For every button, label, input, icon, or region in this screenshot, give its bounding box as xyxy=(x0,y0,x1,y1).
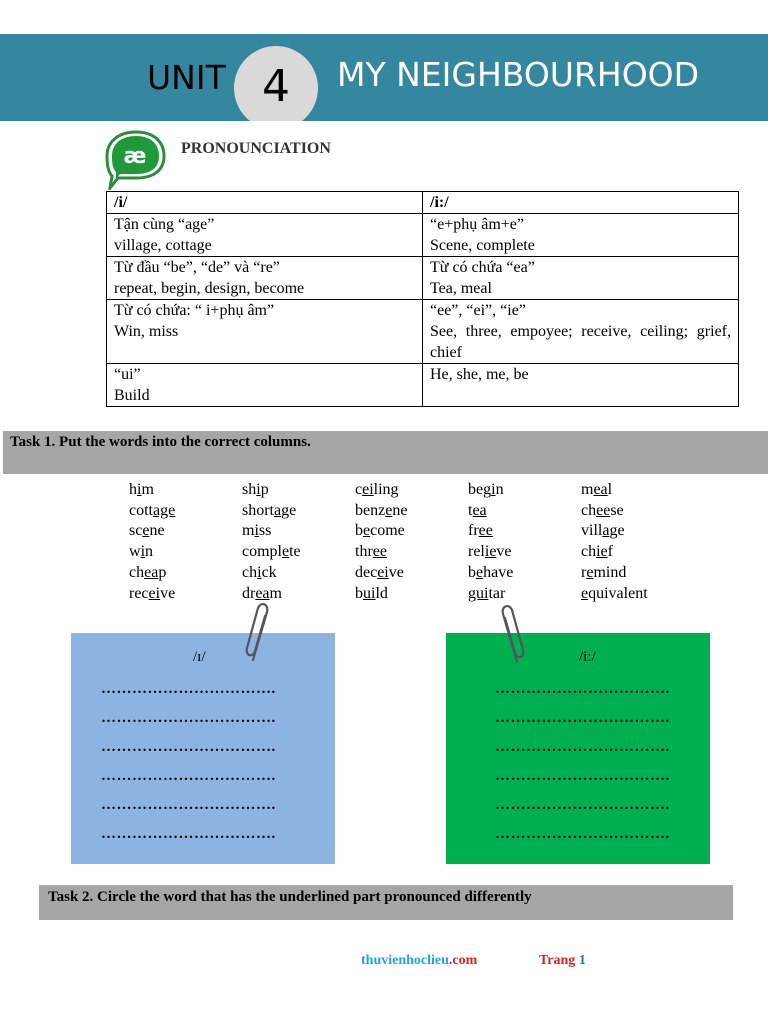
table-cell: Từ đầu “be”, “de” và “re” repeat, begin, design, become xyxy=(107,257,423,300)
word-item: ceiling xyxy=(355,481,399,498)
word-item: complete xyxy=(242,543,301,561)
word-column xyxy=(242,480,301,604)
word-item: cheese xyxy=(581,501,624,519)
underlined-part: e xyxy=(581,584,589,602)
word-item: begin xyxy=(468,481,504,498)
word-column xyxy=(355,480,407,604)
underlined-part: e xyxy=(363,522,371,540)
word-item: him xyxy=(129,481,154,498)
word-item: relieve xyxy=(468,543,512,561)
word-item: village xyxy=(581,522,625,540)
task2-bar xyxy=(39,885,733,920)
unit-word: UNIT xyxy=(147,58,226,97)
word-item: meal xyxy=(581,481,613,498)
underlined-part: e xyxy=(385,501,393,519)
word-item: cheap xyxy=(129,563,167,581)
underlined-part: ea xyxy=(472,501,487,519)
word-item: free xyxy=(468,522,493,540)
word-item: tea xyxy=(468,501,487,519)
speech-bubble-icon xyxy=(104,128,168,190)
underlined-part: a xyxy=(602,522,610,540)
table-cell: “ee”, “ei”, “ie” See, three, empoyee; receive, ceiling; grief, chief xyxy=(423,300,739,364)
header-band xyxy=(0,34,768,121)
word-item: three xyxy=(355,543,387,561)
word-item: deceive xyxy=(355,563,404,581)
table-cell: He, she, me, be xyxy=(423,364,739,407)
note-label: /i:/ xyxy=(579,649,596,665)
word-item: win xyxy=(129,543,154,561)
underlined-part: ee xyxy=(596,501,611,519)
task2-title: Task 2. Circle the word that has the underlined part pronounced differently xyxy=(48,889,532,905)
underlined-part: i xyxy=(140,543,146,561)
note-short-i xyxy=(71,633,335,864)
table-header-cell: /i/ xyxy=(107,192,423,214)
table-header-row xyxy=(107,192,739,214)
underlined-part: e xyxy=(586,563,594,581)
underlined-part: ui xyxy=(363,584,376,602)
footer-page-number: Trang 1 xyxy=(539,953,586,968)
underlined-part: ea xyxy=(255,584,270,602)
word-column xyxy=(468,480,513,604)
table-row xyxy=(107,364,739,407)
pronunciation-title: PRONOUNCIATION xyxy=(181,140,331,157)
underlined-part: ee xyxy=(372,543,387,561)
note-label: /ɪ/ xyxy=(193,649,206,665)
table-row xyxy=(107,214,739,257)
underlined-part: i xyxy=(257,563,262,581)
table-header-cell: /i:/ xyxy=(423,192,739,214)
underlined-part: ea xyxy=(144,563,159,581)
table-row xyxy=(107,300,739,364)
underlined-part: e xyxy=(142,522,150,540)
word-item: chick xyxy=(242,563,277,581)
word-item: dream xyxy=(242,584,282,602)
underlined-part: ie xyxy=(484,543,497,561)
word-item: remind xyxy=(581,563,627,581)
underlined-part: e xyxy=(476,563,484,581)
underlined-part: ie xyxy=(596,543,608,561)
word-item: chief xyxy=(581,543,613,561)
underlined-part: i xyxy=(491,481,496,498)
word-item: scene xyxy=(129,522,165,540)
paperclip-icon xyxy=(243,598,275,670)
underlined-part: a xyxy=(274,501,282,519)
underlined-part: ei xyxy=(148,584,161,602)
word-item: cottage xyxy=(129,501,176,519)
table-row xyxy=(107,257,739,300)
underlined-part: ee xyxy=(478,522,493,540)
underlined-part: e xyxy=(282,543,290,561)
table-cell: Tận cùng “age” village, cottage xyxy=(107,214,423,257)
word-item: build xyxy=(355,584,388,602)
underlined-part: i xyxy=(256,481,261,498)
answer-lines[interactable]: ……………………………. ……………………………. ……………………………. ……………………………. ……………………………. ……………………………. xyxy=(101,681,276,842)
unit-title: MY NEIGHBOURHOOD xyxy=(337,55,700,94)
table-cell: Từ có chứa “ea” Tea, meal xyxy=(423,257,739,300)
footer-site[interactable]: thuvienhoclieu.com xyxy=(361,953,478,968)
underlined-part: ea xyxy=(593,481,608,498)
underlined-part: i xyxy=(254,522,259,540)
task1-bar xyxy=(3,431,768,474)
unit-number-circle: 4 xyxy=(234,46,318,121)
word-column xyxy=(129,480,175,604)
underlined-part: ei xyxy=(377,563,389,581)
task1-title: Task 1. Put the words into the correct columns. xyxy=(10,434,311,450)
pronunciation-table xyxy=(106,191,739,407)
word-item: equivalent xyxy=(581,584,648,602)
word-item: shortage xyxy=(242,501,297,519)
answer-lines[interactable]: ……………………………. ……………………………. ……………………………. ……………………………. ……………………………. ……………………………. xyxy=(495,681,670,842)
word-item: behave xyxy=(468,563,514,581)
table-cell: “ui” Build xyxy=(107,364,423,407)
underlined-part: i xyxy=(137,481,142,498)
word-item: miss xyxy=(242,522,272,540)
table-cell: Từ có chứa: “ i+phụ âm” Win, miss xyxy=(107,300,423,364)
word-item: become xyxy=(355,522,405,540)
paperclip-icon xyxy=(495,600,527,672)
note-long-i xyxy=(446,633,710,864)
table-cell: “e+phụ âm+e” Scene, complete xyxy=(423,214,739,257)
underlined-part: gui xyxy=(468,584,489,602)
word-column xyxy=(581,480,648,604)
word-item: guitar xyxy=(468,584,506,602)
word-item: benzene xyxy=(355,501,408,519)
word-item: ship xyxy=(242,481,269,498)
underlined-part: age xyxy=(153,501,176,519)
word-item: receive xyxy=(129,584,176,602)
underlined-part: ei xyxy=(362,481,374,498)
ipa-symbol: æ xyxy=(123,144,147,169)
